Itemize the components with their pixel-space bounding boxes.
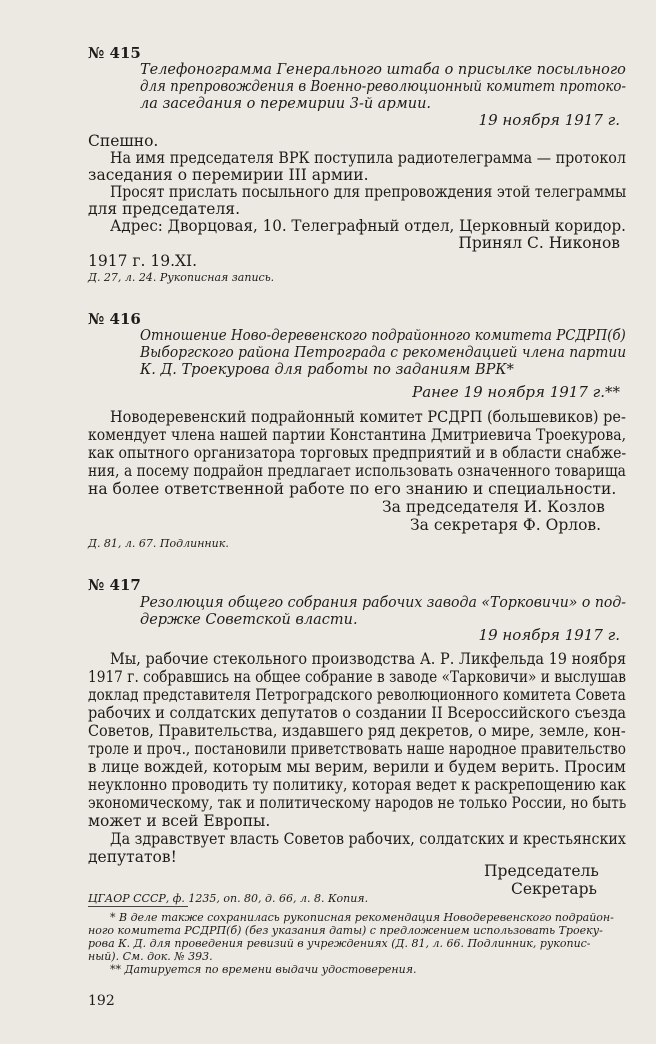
doc-416-body-line: комендует члена нашей партии Константина Дмитриевича Троекурова, xyxy=(88,426,627,444)
doc-415-body-line: заседания о перемирии III армии. xyxy=(88,166,369,184)
doc-416-heading-line: Выборгского района Петрограда с рекомендацией члена партии xyxy=(140,345,627,361)
doc-417-body-line: Советов, Правительства, издавшего ряд декретов, о мире, земле, кон- xyxy=(88,722,626,740)
doc-417-signature: Секретарь xyxy=(511,880,597,898)
doc-417-body-line: Мы, рабочие стекольного производства А. Р. Ликфельда 19 ноября xyxy=(110,650,627,668)
doc-416-body-line: как опытного организатора торговых предприятий и в области снабже- xyxy=(88,444,627,462)
doc-417-number: № 417 xyxy=(88,576,141,594)
doc-417-body-line: депутатов! xyxy=(88,848,177,866)
doc-415-body-line: Просят прислать посыльного для препровождения этой телеграммы xyxy=(110,183,627,201)
footnote-line: ного комитета РСДРП(б) (без указания даты) с предложением использовать Троеку- xyxy=(88,924,603,937)
doc-417-body-line: 1917 г. собравшись на общее собрание в заводе «Тарковичи» и выслушав xyxy=(88,668,627,686)
doc-417-heading-line: Резолюция общего собрания рабочих завода «Торковичи» о под- xyxy=(140,595,627,611)
doc-417-source: ЦГАОР СССР, ф. 1235, оп. 80, д. 66, л. 8. Копия. xyxy=(88,892,369,905)
doc-417-body-line: троле и проч., постановили приветствовать наше народное правительство xyxy=(88,740,626,758)
doc-415-signature: Принял С. Никонов xyxy=(458,234,620,252)
doc-416-heading-line: К. Д. Троекурова для работы по заданиям ВРК* xyxy=(140,362,514,378)
footnote-line: * В деле также сохранилась рукописная рекомендация Новодеревенского подрайон- xyxy=(110,911,614,924)
doc-415-heading-line: ла заседания о перемирии 3-й армии. xyxy=(140,96,432,112)
doc-416-source: Д. 81, л. 67. Подлинник. xyxy=(88,537,229,550)
doc-416-body-line: Новодеревенский подрайонный комитет РСДРП (большевиков) ре- xyxy=(110,408,626,426)
doc-415-body-line: для председателя. xyxy=(88,200,241,218)
doc-415-body-line: На имя председателя ВРК поступила радиотелеграмма — протокол xyxy=(110,149,626,167)
footnote-line: ный). См. док. № 393. xyxy=(88,950,213,963)
doc-417-body-line: неуклонно проводить ту политику, которая ведет к раскрепощению как xyxy=(88,776,626,794)
doc-417-heading-line: держке Советской власти. xyxy=(140,612,358,628)
doc-417-body-line: Да здравствует власть Советов рабочих, солдатских и крестьянских xyxy=(110,830,626,848)
footnote-line: рова К. Д. для проведения ревизий в учреждениях (Д. 81, л. 66. Подлинник, рукопис- xyxy=(88,937,591,950)
doc-415-heading-line: Телефонограмма Генерального штаба о присылке посыльного xyxy=(140,62,626,78)
doc-415-body-line: Адрес: Дворцовая, 10. Телеграфный отдел, Церковный коридор. xyxy=(110,217,626,235)
doc-416-signature: За секретаря Ф. Орлов. xyxy=(410,516,602,534)
doc-417-body-line: экономическому, так и политическому народов не только России, но быть xyxy=(88,794,627,812)
doc-416-date: Ранее 19 ноября 1917 г.** xyxy=(412,383,620,401)
doc-416-signature: За председателя И. Козлов xyxy=(382,498,605,516)
footnote-divider xyxy=(88,906,188,907)
doc-415-source: Д. 27, л. 24. Рукописная запись. xyxy=(88,271,275,284)
doc-416-body-line: на более ответственной работе по его знанию и специальности. xyxy=(88,480,617,498)
doc-416-number: № 416 xyxy=(88,310,141,328)
doc-417-body-line: рабочих и солдатских депутатов о создании II Всероссийского съезда xyxy=(88,704,626,722)
doc-417-body-line: доклад представителя Петроградского революционного комитета Совета xyxy=(88,686,626,704)
doc-417-signature: Председатель xyxy=(484,862,599,880)
doc-415-date-line: 1917 г. 19.XI. xyxy=(88,252,198,270)
page-number: 192 xyxy=(88,993,115,1009)
doc-416-heading-line: Отношение Ново-деревенского подрайонного комитета РСДРП(б) xyxy=(140,328,626,344)
doc-415-number: № 415 xyxy=(88,44,141,62)
doc-416-body-line: ния, а посему подрайон предлагает использовать означенного товарища xyxy=(88,462,626,480)
doc-417-body-line: в лице вождей, которым мы верим, верили и будем верить. Просим xyxy=(88,758,626,776)
doc-417-body-line: может и всей Европы. xyxy=(88,812,271,830)
doc-417-date: 19 ноября 1917 г. xyxy=(478,626,620,644)
doc-415-date: 19 ноября 1917 г. xyxy=(478,111,620,129)
doc-415-heading-line: для препровождения в Военно-революционный комитет протоко- xyxy=(140,79,626,95)
doc-415-body-line: Спешно. xyxy=(88,132,159,150)
footnote-line: ** Датируется по времени выдачи удостоверения. xyxy=(110,963,417,976)
